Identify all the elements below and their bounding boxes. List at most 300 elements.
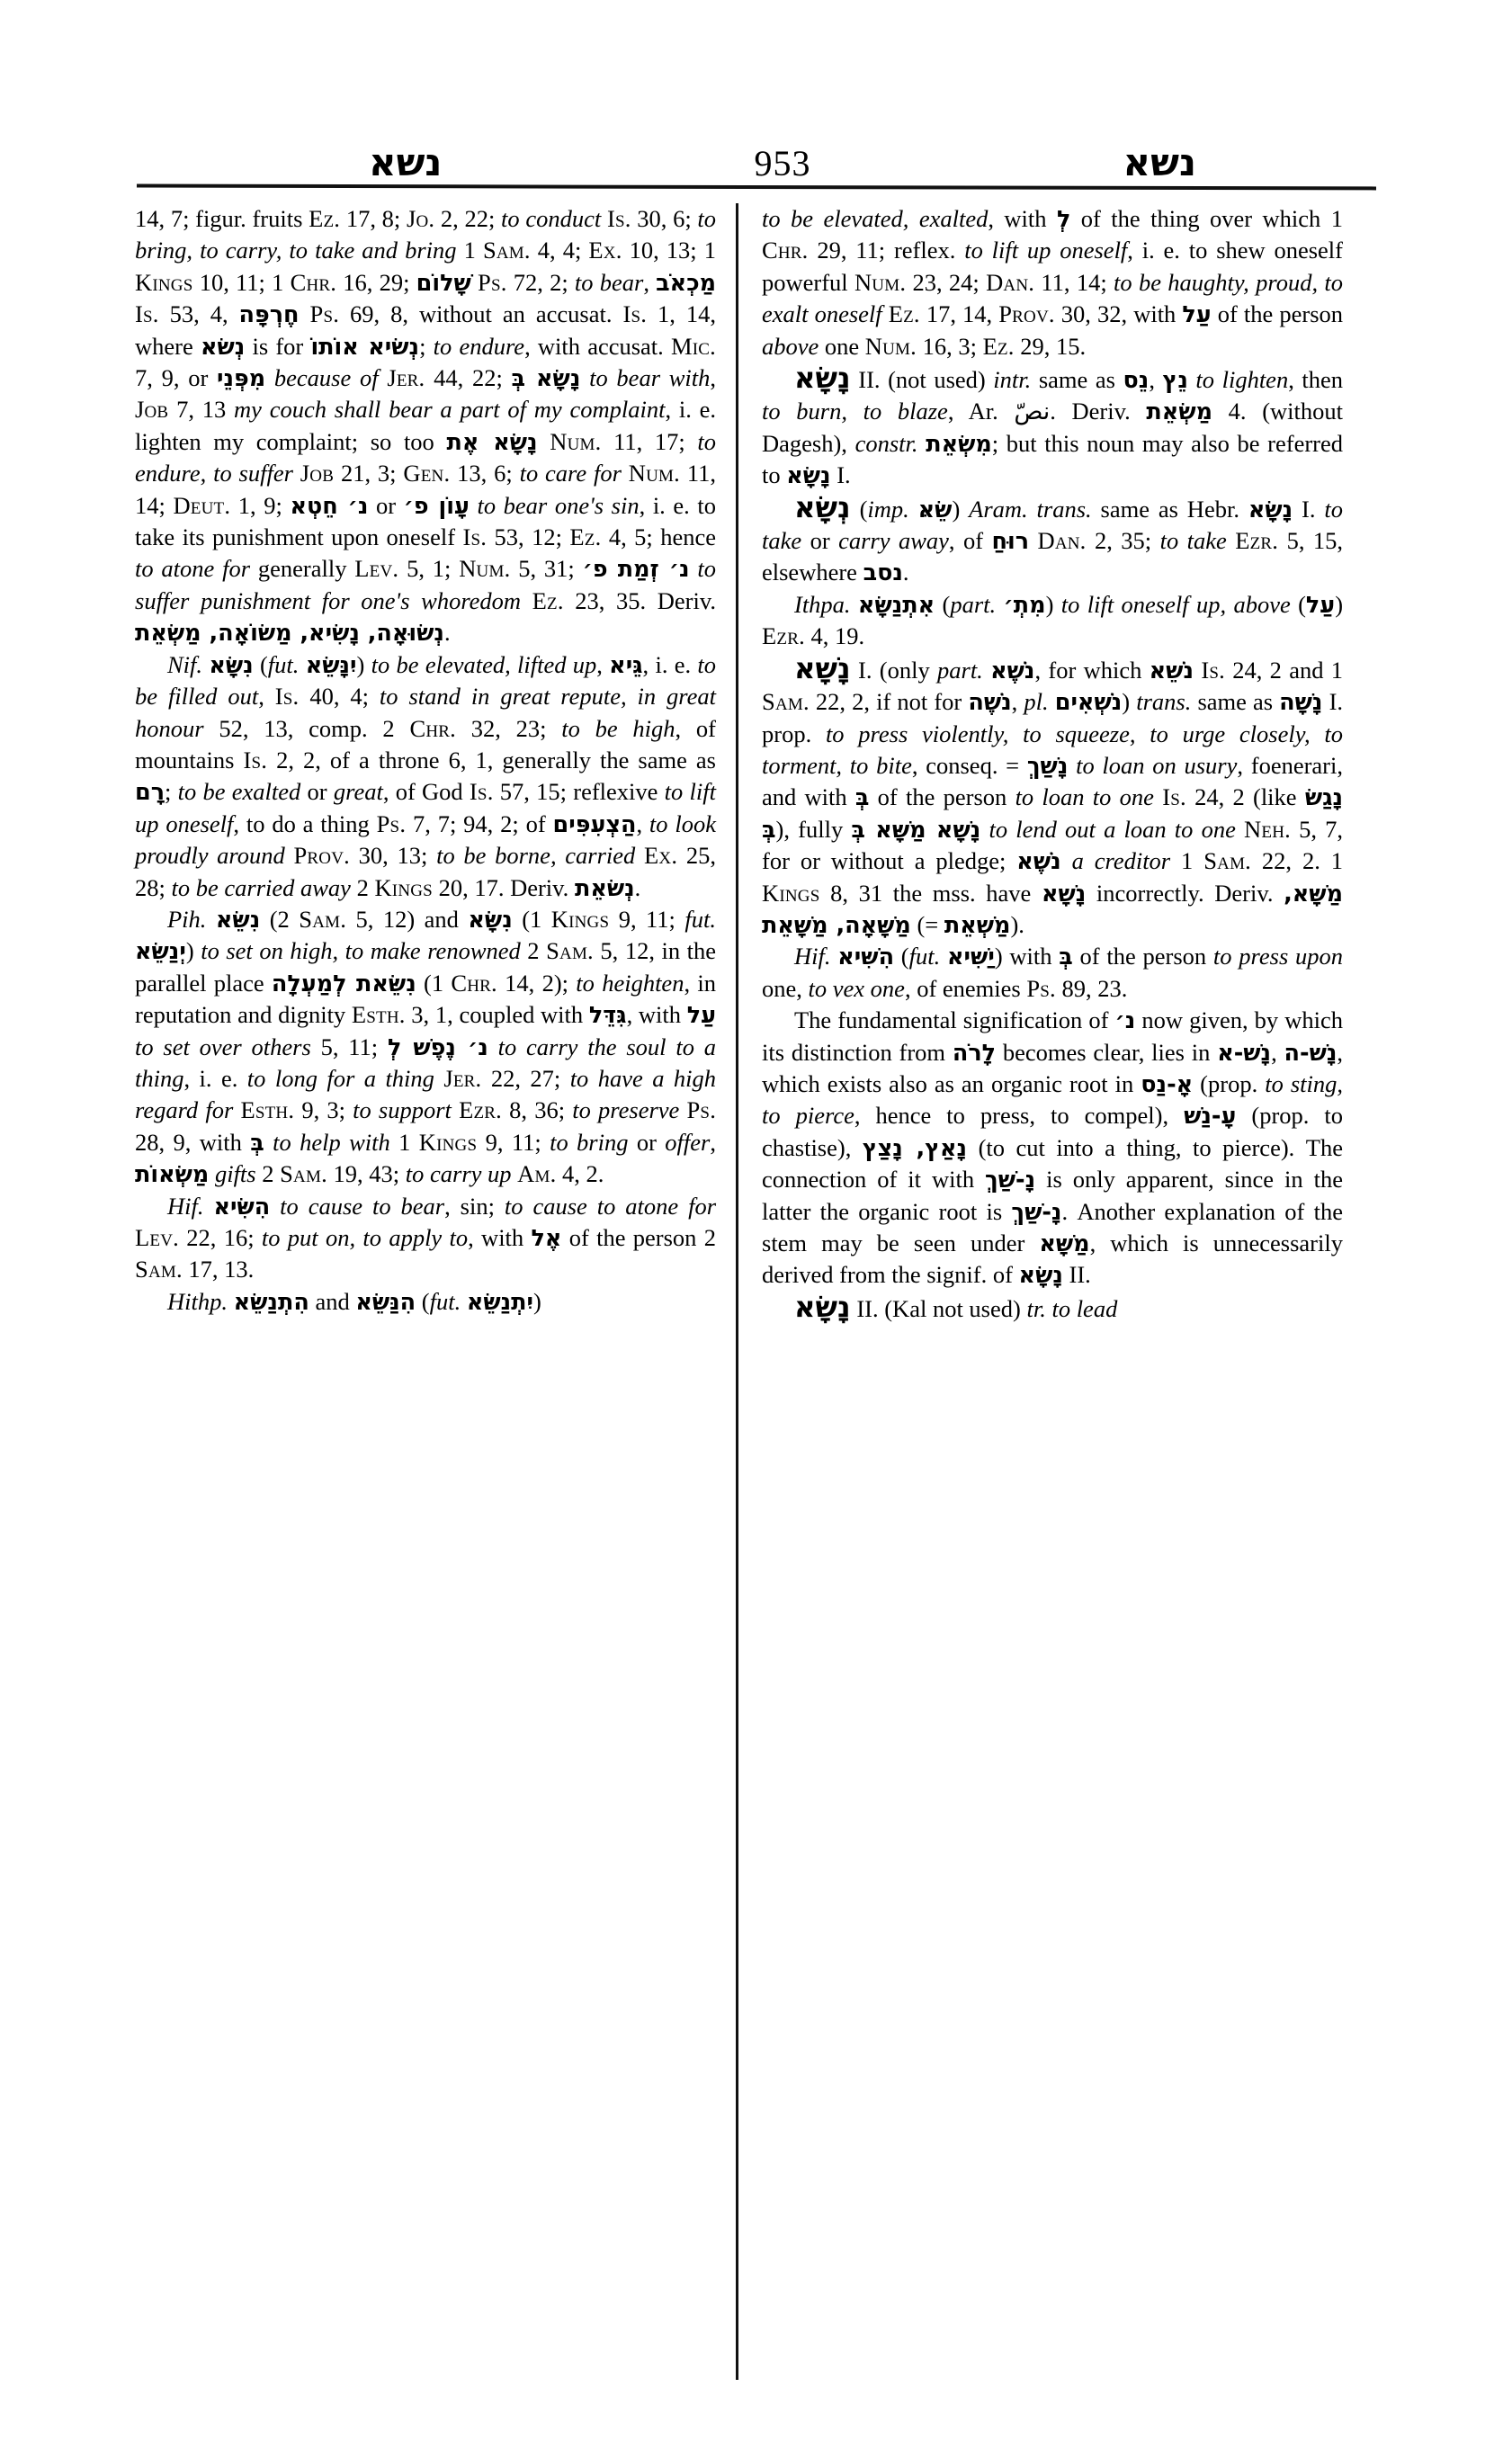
- body-text: 5, 1;: [398, 555, 460, 583]
- scripture-abbrev: Dan.: [986, 268, 1035, 296]
- body-text: 89, 23.: [1055, 974, 1128, 1002]
- body-text: , of enemies: [904, 974, 1027, 1002]
- body-text: .: [902, 559, 909, 586]
- italic-gloss: Hif.: [794, 943, 831, 970]
- body-text: 1, 9;: [230, 491, 291, 519]
- body-text: , in reputation and dignity: [135, 969, 716, 1029]
- body-text: [851, 591, 858, 618]
- italic-gloss: intr.: [993, 366, 1032, 394]
- scripture-abbrev: Num.: [550, 427, 602, 455]
- hebrew-word: נ׳ נֶפֶשׁ לְ: [387, 1033, 488, 1060]
- body-text: [909, 496, 918, 523]
- body-text: 1: [456, 237, 483, 264]
- italic-gloss: to lift up oneself: [135, 778, 716, 837]
- body-text: (2: [260, 905, 300, 933]
- hebrew-word: נָשָׂא אֶת: [446, 427, 538, 455]
- hebrew-word: נְשׂא: [200, 332, 246, 360]
- dictionary-paragraph: [762, 489, 1344, 589]
- scripture-abbrev: Is.: [469, 778, 494, 806]
- body-text: .: [443, 619, 451, 647]
- body-text: ;: [419, 332, 434, 360]
- hebrew-word: חֶרְפָּה: [238, 300, 300, 328]
- body-text: 22, 2. 1: [1251, 847, 1344, 875]
- hebrew-word: לָרֹה: [952, 1038, 997, 1066]
- body-text: 11, 14;: [1034, 268, 1114, 296]
- italic-gloss: to carry the soul to a thing: [135, 1033, 716, 1092]
- body-text: ,: [643, 268, 657, 296]
- body-text: 1, 14, where: [135, 300, 716, 360]
- body-text: 2: [255, 1160, 281, 1188]
- entry-headword: נָשָׂא: [794, 361, 851, 396]
- scripture-abbrev: Prov.: [293, 842, 350, 870]
- italic-gloss: to have a high regard for: [135, 1064, 716, 1124]
- scripture-abbrev: Chr.: [409, 714, 456, 742]
- body-text: of the thing over which 1: [1070, 205, 1343, 232]
- scripture-abbrev: Deut.: [173, 491, 231, 519]
- hebrew-word: מַשְׂאוֹת: [135, 1160, 210, 1188]
- hebrew-word: נָשָׂא: [1248, 495, 1293, 523]
- hebrew-word: נָ-שַׁךְ: [985, 1166, 1036, 1194]
- body-text: ): [356, 650, 371, 678]
- body-text: ): [1335, 590, 1344, 618]
- scripture-abbrev: Ez.: [982, 332, 1015, 360]
- body-text: 2, 2, of a throne 6, 1, generally the same as: [267, 746, 716, 773]
- scripture-abbrev: Dan.: [1037, 527, 1087, 555]
- italic-gloss: gifts: [214, 1160, 256, 1188]
- italic-gloss: fut.: [267, 650, 300, 678]
- scripture-abbrev: Sam.: [299, 905, 347, 933]
- body-text: .: [634, 873, 641, 901]
- hebrew-word: נְשׂיא אוֹתוֹ: [310, 332, 420, 360]
- body-text: same as: [1031, 366, 1123, 394]
- body-text: 22, 27;: [481, 1064, 570, 1092]
- dictionary-paragraph: [762, 589, 1343, 653]
- body-text: [1154, 783, 1162, 810]
- body-text: ,: [636, 809, 649, 837]
- body-text: [1049, 688, 1055, 715]
- italic-gloss: to atone for: [135, 555, 251, 583]
- body-text: ,: [710, 364, 717, 392]
- hebrew-word: רוּחַ: [991, 527, 1030, 555]
- scripture-abbrev: Ez.: [532, 586, 564, 614]
- body-text: 4, 2.: [556, 1160, 604, 1188]
- body-text: (: [850, 495, 868, 523]
- body-text: [1068, 752, 1076, 779]
- hebrew-word: נִשָּׂא: [209, 650, 254, 678]
- body-text: 57, 15; reflexive: [493, 778, 665, 806]
- hebrew-word: מַשְׁאֵת: [944, 910, 1011, 938]
- body-text: 23, 35. Deriv.: [563, 586, 716, 614]
- body-text: 22, 2, if not for: [809, 688, 969, 716]
- hebrew-word: נֵס: [1123, 366, 1150, 394]
- scripture-abbrev: Is.: [135, 300, 159, 328]
- dictionary-paragraph: [135, 1191, 716, 1286]
- hebrew-word: נֹשֶׁה: [968, 688, 1012, 716]
- body-text: , sin;: [444, 1192, 505, 1220]
- body-text: 5, 11;: [310, 1033, 388, 1060]
- body-text: of the person 2: [561, 1224, 716, 1251]
- body-text: The fundamental signification of: [794, 1006, 1115, 1034]
- body-text: [300, 300, 310, 327]
- running-head: [135, 126, 1376, 182]
- body-text: [434, 1065, 443, 1092]
- hebrew-word: מִשְׂאֵת: [926, 429, 992, 457]
- scripture-abbrev: Neh.: [1244, 815, 1291, 843]
- body-text: [622, 460, 629, 487]
- italic-gloss: offer: [665, 1128, 711, 1156]
- scripture-abbrev: Mic.: [671, 332, 716, 360]
- body-text: same as Hebr.: [1091, 495, 1248, 523]
- dictionary-paragraph: [762, 203, 1343, 362]
- body-text: [270, 1193, 280, 1220]
- body-text: 2, 35;: [1086, 527, 1160, 555]
- scripture-abbrev: Ez.: [569, 523, 602, 551]
- italic-gloss: to set over others: [135, 1033, 311, 1060]
- body-text: 30, 32, with: [1054, 300, 1183, 328]
- body-text: 69, 8, without an accusat.: [339, 300, 623, 328]
- italic-gloss: to support: [353, 1096, 452, 1124]
- italic-gloss: trans.: [1136, 688, 1192, 716]
- body-text: 10, 11; 1: [192, 268, 291, 296]
- body-text: , i. e.: [642, 650, 698, 678]
- italic-gloss: because of: [273, 364, 379, 392]
- italic-gloss: pl.: [1024, 688, 1049, 716]
- body-text: ), fully: [775, 815, 852, 843]
- body-text: 44, 22;: [425, 364, 512, 392]
- hebrew-word: יִתְנַשֵּׂא: [466, 1287, 534, 1315]
- right-text-column: [736, 203, 1343, 2380]
- italic-gloss: fut.: [429, 1287, 461, 1315]
- body-text: 8, 36;: [502, 1096, 573, 1124]
- scripture-abbrev: Esth.: [351, 1001, 406, 1029]
- italic-gloss: great: [333, 778, 383, 806]
- italic-gloss: constr.: [854, 429, 918, 457]
- scripture-abbrev: Esth.: [240, 1096, 295, 1124]
- body-text: 17, 8;: [340, 205, 407, 232]
- italic-gloss: to bear one's sin: [477, 491, 640, 519]
- scripture-abbrev: Num.: [854, 268, 907, 296]
- scripture-abbrev: Is.: [606, 205, 631, 232]
- body-text: 2: [350, 873, 375, 901]
- scripture-abbrev: Jer.: [387, 364, 425, 392]
- body-text: [1236, 816, 1244, 843]
- scripture-abbrev: Ez.: [309, 205, 341, 232]
- dictionary-paragraph: [762, 941, 1343, 1005]
- body-text: . Another explanation of the stem may be seen under: [762, 1197, 1343, 1256]
- italic-gloss: to conduct: [501, 205, 602, 232]
- body-text: or: [628, 1128, 666, 1156]
- hebrew-word: נָשַׁךְ: [1026, 751, 1069, 779]
- hebrew-word: אִתְנַשָּׂא: [857, 590, 935, 618]
- body-text: , to do a thing: [233, 809, 377, 837]
- body-text: ,: [710, 1128, 716, 1156]
- body-text: I.: [830, 461, 851, 489]
- body-text: [471, 269, 478, 296]
- hebrew-word: נְשׂוּאָה, נָשִׂיא, מַשׂוֹאָה, מַשְׂאֵת: [135, 619, 444, 647]
- body-text: (1: [512, 905, 551, 933]
- italic-gloss: to lend out a loan to one: [989, 815, 1236, 843]
- body-text: 16, 29;: [336, 268, 416, 296]
- hebrew-word: שֵׂאּ: [917, 495, 953, 523]
- body-text: 21, 3;: [334, 460, 404, 487]
- italic-gloss: tr.: [1026, 1294, 1046, 1322]
- hebrew-word: יִנָּשֵׂא: [305, 650, 357, 678]
- body-text: 72, 2;: [506, 268, 575, 296]
- italic-gloss: to help with: [273, 1128, 390, 1156]
- scripture-abbrev: Kings: [374, 873, 433, 901]
- body-text: 23, 24;: [906, 268, 987, 296]
- body-text: (: [935, 590, 951, 618]
- hebrew-word: נָאַץ, נָצַץ: [862, 1133, 968, 1161]
- body-text: is only apparent, since in the latter the organic root is: [762, 1166, 1343, 1225]
- italic-gloss: above: [762, 332, 819, 360]
- body-text: 28, 9, with: [135, 1128, 251, 1156]
- hebrew-word: נִשֵּׂאת לְמַעְלָה: [271, 969, 416, 997]
- scripture-abbrev: Ezr.: [459, 1096, 503, 1124]
- hebrew-word: עַל: [1305, 590, 1336, 618]
- body-text: 4, 19.: [804, 622, 865, 650]
- body-text: [228, 1288, 234, 1315]
- body-text: [580, 364, 589, 391]
- hebrew-word: לְ: [1056, 205, 1071, 232]
- body-text: 4. (without Dagesh),: [762, 398, 1343, 457]
- body-text: , which exists also as an organic root in: [762, 1038, 1344, 1097]
- hebrew-word: מַשָּׁא, מַשָּׁאָה, מַשָּׁאֵת: [762, 879, 1343, 938]
- italic-gloss: to bring: [550, 1128, 629, 1156]
- italic-gloss: to put on, to apply to: [261, 1224, 469, 1251]
- body-text: 22, 16;: [178, 1224, 262, 1251]
- dictionary-paragraph: [135, 904, 716, 1191]
- hebrew-word: נ׳ זְמַת פ׳: [582, 555, 690, 583]
- hebrew-word: נָשָׁא: [1041, 879, 1087, 907]
- body-text: 53, 12;: [487, 523, 570, 551]
- body-text: [299, 651, 305, 678]
- italic-gloss: to bear: [574, 268, 644, 296]
- body-text: 24, 2 (like: [1185, 783, 1305, 811]
- body-text: 9, 11;: [477, 1128, 550, 1156]
- scripture-abbrev: Num.: [628, 460, 680, 487]
- body-text: [204, 1193, 214, 1220]
- italic-gloss: to look proudly around: [135, 809, 716, 870]
- hebrew-word: נֵץ: [1162, 366, 1188, 394]
- scripture-abbrev: Is.: [1162, 783, 1186, 811]
- body-text: (prop. to chastise),: [762, 1102, 1344, 1161]
- body-text: , hence to press, to compel),: [854, 1102, 1185, 1130]
- italic-gloss: to long for a thing: [246, 1064, 434, 1092]
- hebrew-word: הִשִּׁיא: [837, 943, 895, 970]
- body-text: 7, 9, or: [135, 364, 218, 392]
- italic-gloss: part.: [937, 656, 983, 684]
- scripture-abbrev: Ezr.: [1235, 527, 1279, 555]
- body-text: 52, 13, comp. 2: [203, 714, 410, 742]
- hebrew-word: נָשָׂא בְּ: [511, 364, 581, 392]
- italic-gloss: to lift up oneself: [964, 237, 1128, 264]
- body-text: ,: [1149, 366, 1163, 394]
- body-text: becomes clear, lies in: [996, 1038, 1218, 1066]
- body-text: of the person: [1072, 943, 1213, 970]
- header-rule: [137, 184, 1376, 191]
- scripture-abbrev: Ps.: [478, 268, 507, 296]
- scripture-abbrev: Ps.: [1026, 974, 1056, 1002]
- italic-gloss: to be exalted: [177, 778, 301, 806]
- scripture-abbrev: Chr.: [451, 969, 497, 997]
- scripture-abbrev: Am.: [517, 1160, 557, 1188]
- italic-gloss: Hif.: [167, 1192, 204, 1220]
- italic-gloss: to press violently, to squeeze, to urge closely, to torment, to bite: [762, 720, 1343, 779]
- body-text: [264, 1129, 273, 1156]
- hebrew-word: נֹשְׁאִים: [1054, 688, 1123, 716]
- scripture-abbrev: Sam.: [135, 1256, 183, 1283]
- body-text: 11, 14;: [135, 460, 716, 519]
- italic-gloss: to be filled out: [135, 650, 717, 711]
- italic-gloss: to heighten: [576, 969, 684, 997]
- body-text: I.: [1293, 495, 1325, 523]
- body-text: [983, 657, 990, 684]
- body-text: ): [1045, 590, 1061, 618]
- body-text: II.: [1062, 1261, 1091, 1289]
- scripture-abbrev: Jer.: [443, 1064, 482, 1092]
- body-text: now given, by which its distinction from: [762, 1006, 1343, 1066]
- body-text: [521, 587, 532, 614]
- body-text: [882, 300, 889, 327]
- scripture-abbrev: Kings: [135, 268, 193, 296]
- body-text: of the person: [1211, 300, 1344, 328]
- italic-gloss: Hithp.: [167, 1287, 228, 1315]
- body-text: 14, 2);: [497, 969, 577, 997]
- italic-gloss: Nif.: [167, 650, 203, 678]
- body-text: , then: [1288, 366, 1344, 394]
- body-text: . Deriv.: [1050, 398, 1147, 425]
- hebrew-word: גֵּיא: [609, 650, 643, 678]
- body-text: II. (not used): [850, 366, 994, 394]
- body-text: [538, 428, 550, 455]
- body-text: 2: [520, 937, 547, 965]
- scripture-abbrev: Ez.: [888, 300, 920, 328]
- scripture-abbrev: Gen.: [403, 460, 451, 487]
- italic-gloss: to be borne, carried: [436, 842, 636, 870]
- dictionary-paragraph: [762, 1289, 1343, 1325]
- scripture-abbrev: Ezr.: [762, 622, 805, 650]
- hebrew-word: נֹשֵׁא: [1149, 656, 1194, 684]
- hebrew-word: בְּ: [250, 1128, 264, 1156]
- body-text: generally: [250, 555, 355, 583]
- body-text: [1061, 847, 1072, 874]
- scripture-abbrev: Kings: [418, 1128, 478, 1156]
- body-text: , with accusat.: [524, 332, 671, 360]
- italic-gloss: to carry up: [405, 1160, 512, 1188]
- body-text: , with: [468, 1224, 532, 1251]
- scripture-abbrev: Sam.: [280, 1160, 327, 1188]
- body-text: 17, 13.: [182, 1256, 255, 1283]
- body-text: , i. e. to shew oneself powerful: [762, 237, 1343, 296]
- body-text: incorrectly. Deriv.: [1086, 879, 1284, 907]
- dictionary-paragraph: [135, 1286, 716, 1318]
- italic-gloss: to cause to bear: [280, 1192, 445, 1220]
- scripture-abbrev: Sam.: [1203, 847, 1251, 875]
- hebrew-word: יְנַשֵּׂא: [135, 937, 186, 965]
- italic-gloss: Ithpa.: [794, 590, 851, 618]
- body-text: (: [416, 1287, 430, 1315]
- body-text: or: [801, 527, 839, 555]
- hebrew-word: שָׁלוֹם: [416, 268, 471, 296]
- scripture-abbrev: Prov.: [998, 300, 1055, 328]
- italic-gloss: to loan on usury: [1076, 751, 1238, 779]
- body-text: [209, 1160, 215, 1187]
- body-text: (: [1290, 590, 1306, 618]
- body-text: of the person: [869, 783, 1015, 811]
- body-text: [379, 364, 388, 391]
- body-text: ): [952, 495, 970, 523]
- body-text: 5, 31;: [510, 555, 583, 583]
- hebrew-word: נֹשֶׁא: [990, 656, 1035, 684]
- body-text: ;: [165, 778, 178, 806]
- italic-gloss: to suffer punishment for one's whoredom: [135, 555, 716, 614]
- body-text: 4, 4;: [530, 237, 589, 264]
- scripture-abbrev: Kings: [762, 879, 820, 907]
- body-text: ,: [1271, 1038, 1284, 1066]
- body-text: 14, 7; figur. fruits: [135, 205, 309, 232]
- hebrew-word: עָ-נַשׁ: [1184, 1102, 1237, 1130]
- hebrew-word: עָוֹן פ׳: [403, 491, 470, 519]
- body-text: 10, 13; 1: [622, 237, 716, 264]
- italic-gloss: to take: [762, 495, 1343, 555]
- italic-gloss: to be haughty, proud, to exalt oneself: [762, 268, 1343, 328]
- body-text: , for which: [1034, 656, 1150, 684]
- body-text: 5, 12, in the parallel place: [135, 937, 717, 997]
- hebrew-word: נָשָׁה: [1279, 688, 1323, 716]
- body-text: ,: [1011, 688, 1024, 716]
- hebrew-word: הַצְעִפִּים: [552, 809, 637, 837]
- italic-gloss: to loan to one: [1015, 783, 1154, 811]
- body-text: ,: [258, 683, 275, 711]
- body-text: ): [533, 1287, 541, 1315]
- body-text: 8, 31 the mss. have: [819, 879, 1042, 907]
- hebrew-word: נֹשֶׁא: [1016, 847, 1061, 875]
- scripture-abbrev: Jo.: [406, 205, 435, 232]
- body-text: , i. e.: [183, 1064, 247, 1092]
- scripture-abbrev: Ps.: [686, 1096, 717, 1124]
- hebrew-word: נָגַשׂ בְּ: [762, 783, 1344, 843]
- page-number: 953: [754, 143, 811, 183]
- body-text: 3, 1, coupled with: [405, 1001, 589, 1029]
- italic-gloss: to bear with: [589, 364, 711, 392]
- hebrew-word: גִּדֵּל: [588, 1001, 627, 1029]
- hebrew-word: נִשָּׂא: [468, 905, 513, 933]
- body-text: 24, 2 and 1: [1224, 656, 1344, 684]
- hebrew-word: הִשִּׂיא: [213, 1192, 271, 1220]
- hebrew-word: נָשָׁא מַשָּׁא בְּ: [851, 815, 981, 843]
- body-text: ): [185, 937, 201, 965]
- hebrew-word: אָ-נַס: [1141, 1069, 1194, 1097]
- body-text: one: [819, 332, 865, 360]
- hebrew-word: הִנַּשֵּׂא: [355, 1287, 416, 1315]
- body-text: ) with: [994, 943, 1060, 970]
- italic-gloss: to stand in great repute, in great honour: [135, 683, 717, 742]
- hebrew-word: נָשׁ-ה: [1284, 1038, 1338, 1066]
- italic-gloss: to endure, to suffer: [135, 427, 716, 487]
- scripture-abbrev: Num.: [459, 555, 511, 583]
- scripture-abbrev: Ex.: [588, 237, 622, 264]
- body-text: [918, 430, 926, 457]
- dictionary-paragraph: [762, 362, 1343, 492]
- column-container: [135, 203, 1380, 2380]
- body-text: 5, 12) and: [346, 905, 469, 933]
- scripture-abbrev: Sam.: [482, 237, 531, 264]
- scripture-abbrev: Is.: [243, 746, 268, 773]
- body-text: or: [300, 778, 334, 806]
- body-text: I. (only: [850, 656, 937, 684]
- body-text: 30, 13;: [349, 842, 437, 870]
